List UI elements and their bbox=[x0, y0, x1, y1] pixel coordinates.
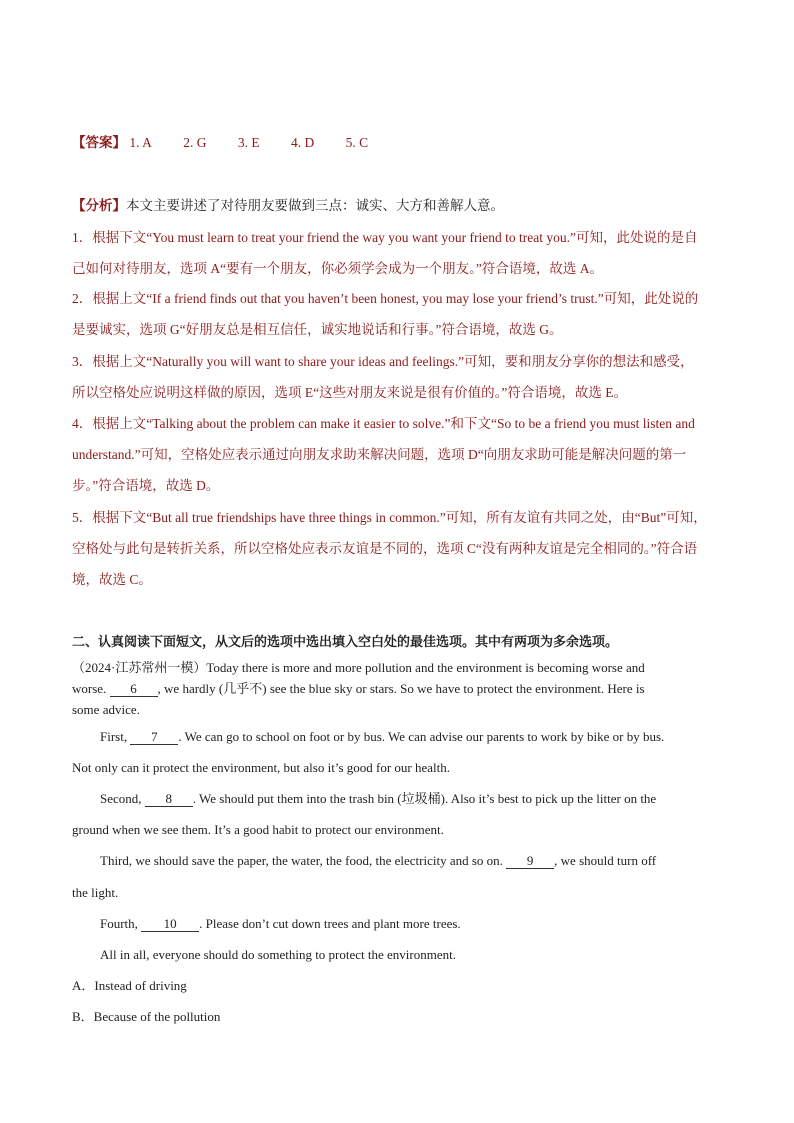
option-item[interactable]: A．Instead of driving bbox=[72, 978, 187, 993]
passage-line: the light. bbox=[72, 885, 119, 900]
passage-text: Second, bbox=[100, 791, 142, 806]
analysis-line: 是要诚实，选项 G“好朋友总是相互信任，诚实地说话和行事。”符合语境，故选 G。 bbox=[72, 322, 563, 337]
passage-line bbox=[100, 727, 664, 747]
analysis-line: 境，故选 C。 bbox=[72, 572, 152, 587]
passage-text: Fourth, bbox=[100, 916, 138, 931]
analysis-line: 步。”符合语境，故选 D。 bbox=[72, 478, 220, 493]
blank-6[interactable]: 6 bbox=[110, 681, 158, 697]
passage-text: , we should turn off bbox=[554, 853, 657, 868]
passage-line: （2024·江苏常州一模）Today there is more and more pollution and the environment is becoming worse and bbox=[72, 660, 645, 675]
section-heading: 二、认真阅读下面短文，从文后的选项中选出填入空白处的最佳选项。其中有两项为多余选项。 bbox=[72, 634, 619, 649]
blank-10[interactable]: 10 bbox=[141, 916, 199, 932]
passage-text: First, bbox=[100, 729, 128, 744]
passage-line: some advice. bbox=[72, 702, 140, 717]
passage-line: All in all, everyone should do something to protect the environment. bbox=[100, 947, 456, 962]
analysis-line: 1．根据下文“You must learn to treat your friend the way you want your friend to treat you.”可知，此处说的是自 bbox=[72, 230, 698, 245]
analysis-line: 己如何对待朋友，选项 A“要有一个朋友，你必须学会成为一个朋友。”符合语境，故选 A。 bbox=[72, 261, 603, 276]
passage-line bbox=[100, 914, 461, 934]
answer-item: 5. C bbox=[345, 135, 369, 150]
passage-line bbox=[100, 851, 656, 871]
answer-item: 2. G bbox=[183, 135, 207, 150]
passage-line bbox=[72, 679, 645, 699]
option-item[interactable]: B．Because of the pollution bbox=[72, 1009, 221, 1024]
analysis-line: 5．根据下文“But all true friendships have three things in common.”可知，所有友谊有共同之处，由“But”可知， bbox=[72, 510, 707, 525]
analysis-line: 空格处与此句是转折关系，所以空格处应表示友谊是不同的，选项 C“没有两种友谊是完全相同的。”符合语 bbox=[72, 541, 698, 556]
analysis-line: 4．根据上文“Talking about the problem can make it easier to solve.”和下文“So to be a friend you must listen and bbox=[72, 416, 695, 431]
passage-text: Third, we should save the paper, the water, the food, the electricity and so on. bbox=[100, 853, 503, 868]
answer-item: 4. D bbox=[291, 135, 315, 150]
passage-line: Not only can it protect the environment, but also it’s good for our health. bbox=[72, 760, 451, 775]
answer-row bbox=[72, 133, 396, 153]
passage-text: , we hardly (几乎不) see the blue sky or stars. So we have to protect the environment. Here is bbox=[157, 681, 645, 696]
analysis-line: 3．根据上文“Naturally you will want to share your ideas and feelings.”可知，要和朋友分享你的想法和感受， bbox=[72, 354, 694, 369]
answer-item: 3. E bbox=[237, 135, 260, 150]
answer-label: 【答案】 bbox=[72, 135, 126, 150]
analysis-label: 【分析】 bbox=[72, 198, 126, 213]
analysis-line: 所以空格处应说明这样做的原因，选项 E“这些对朋友来说是很有价值的。”符合语境，故选 E。 bbox=[72, 385, 627, 400]
blank-8[interactable]: 8 bbox=[145, 791, 193, 807]
blank-7[interactable]: 7 bbox=[130, 729, 178, 745]
passage-text: . We should put them into the trash bin (垃圾桶). Also it’s best to pick up the litter on the bbox=[192, 791, 657, 806]
analysis-line: 2．根据上文“If a friend finds out that you haven’t been honest, you may lose your friend’s trust.”可知，此处说的 bbox=[72, 291, 699, 306]
passage-line bbox=[100, 789, 656, 809]
analysis-line: understand.”可知，空格处应表示通过向朋友求助来解决问题，选项 D“向朋友求助可能是解决问题的第一 bbox=[72, 447, 687, 462]
blank-9[interactable]: 9 bbox=[506, 853, 554, 869]
passage-text: worse. bbox=[72, 681, 107, 696]
analysis-intro-text: 本文主要讲述了对待朋友要做到三点：诚实、大方和善解人意。 bbox=[126, 198, 504, 213]
analysis-intro bbox=[72, 196, 504, 216]
passage-line: ground when we see them. It’s a good habit to protect our environment. bbox=[72, 822, 444, 837]
passage-text: . Please don’t cut down trees and plant more trees. bbox=[199, 916, 461, 931]
passage-text: . We can go to school on foot or by bus. We can advise our parents to work by bike or by bus. bbox=[178, 729, 665, 744]
answer-item: 1. A bbox=[129, 135, 152, 150]
